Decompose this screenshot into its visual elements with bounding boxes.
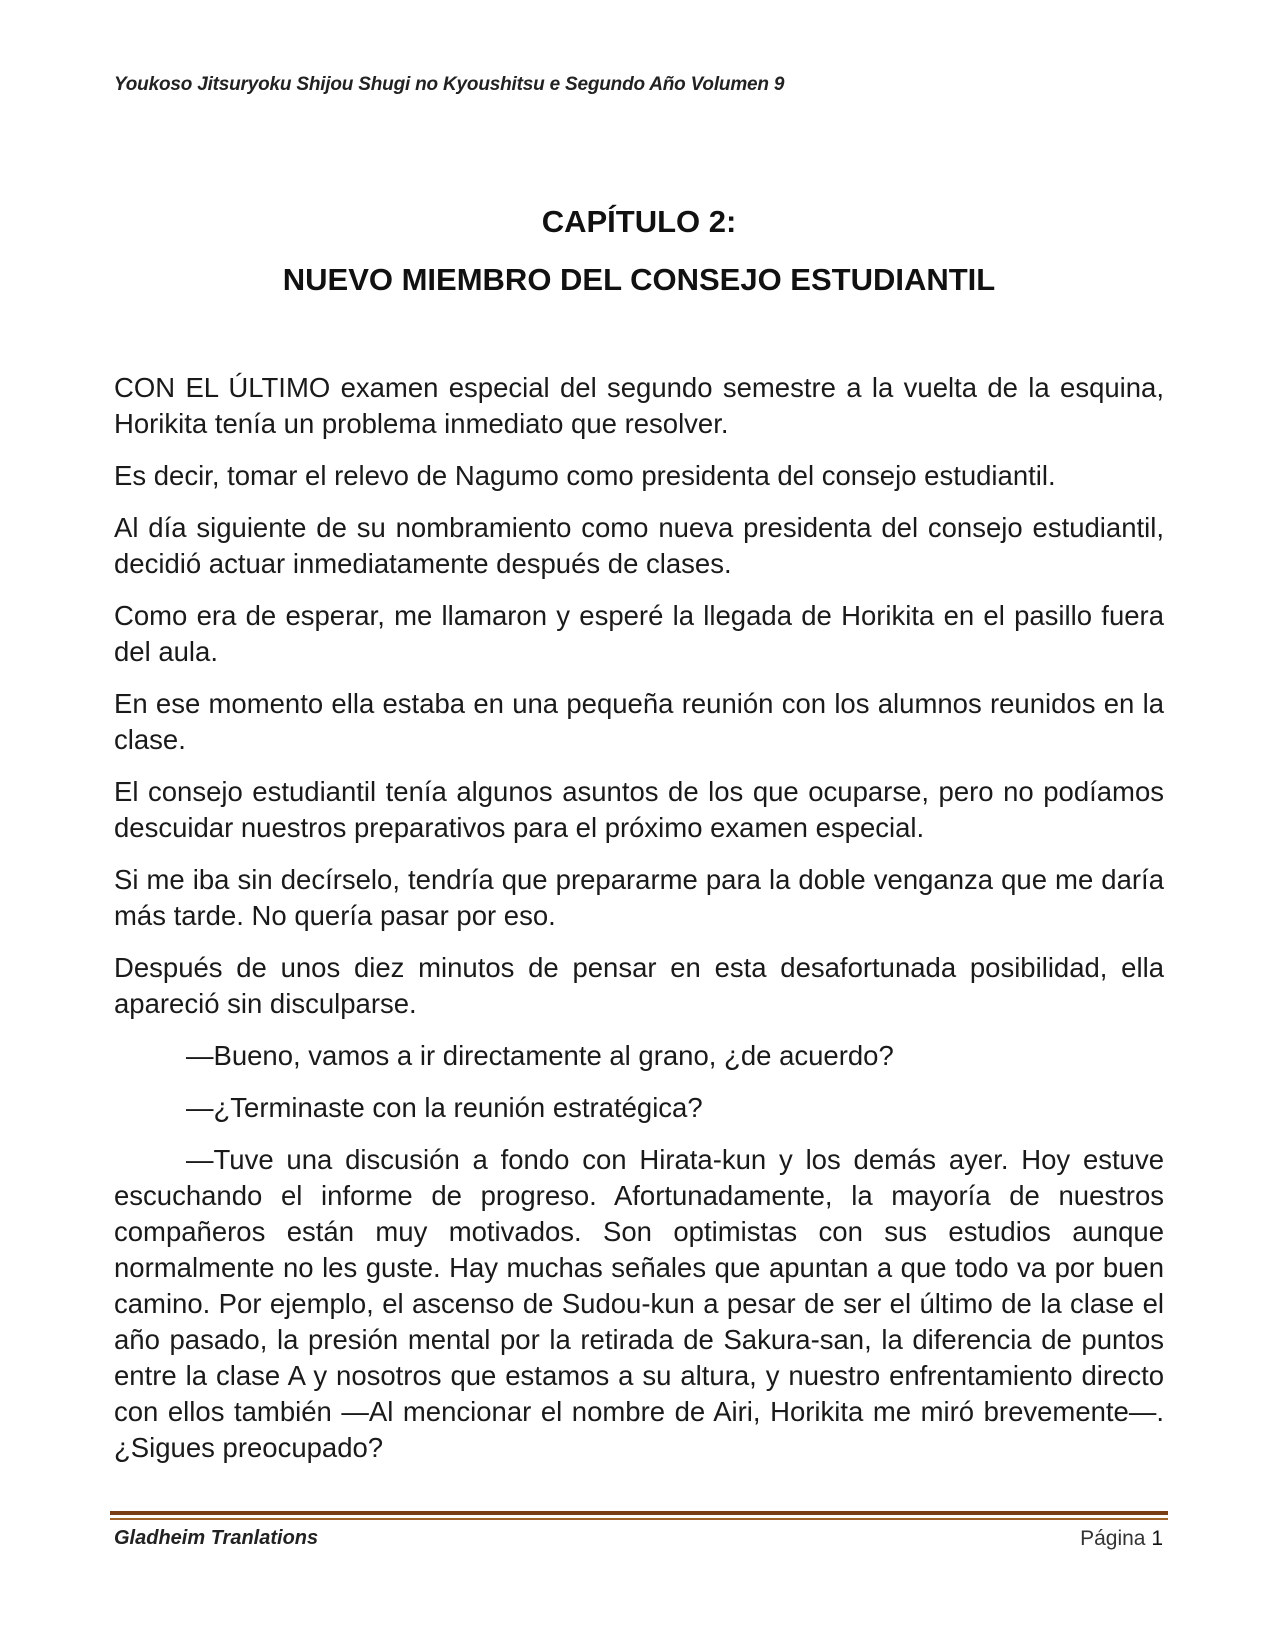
dialogue-paragraph: —Bueno, vamos a ir directamente al grano, ¿de acuerdo? <box>186 1040 894 1071</box>
running-header: Youkoso Jitsuryoku Shijou Shugi no Kyoushitsu e Segundo Año Volumen 9 <box>114 74 785 95</box>
footer-rule-thick <box>110 1511 1168 1515</box>
paragraph: El consejo estudiantil tenía algunos asuntos de los que ocuparse, pero no podíamos descuidar nuestros preparativos para el próximo examen especial. <box>114 776 1164 843</box>
paragraph: En ese momento ella estaba en una pequeña reunión con los alumnos reunidos en la clase. <box>114 688 1164 755</box>
paragraph: Si me iba sin decírselo, tendría que prepararme para la doble venganza que me daría más tarde. No quería pasar por eso. <box>114 864 1164 931</box>
dialogue-paragraph: —¿Terminaste con la reunión estratégica? <box>186 1092 703 1123</box>
chapter-number: CAPÍTULO 2: <box>541 204 737 239</box>
page-number <box>1080 1527 1163 1551</box>
footer-publisher: Gladheim Tranlations <box>114 1527 319 1549</box>
page-number-value: 1 <box>1151 1527 1163 1550</box>
dialogue-paragraph: —Tuve una discusión a fondo con Hirata-kun y los demás ayer. Hoy estuve escuchando el informe de progreso. Afortunadamente, la mayoría de nuestros compañeros están muy motivados. Son optimistas con sus estudios aunque normalmente no les guste. Hay muchas señales que apuntan a que todo va por buen camino. Por ejemplo, el ascenso de Sudou-kun a pesar de ser el último de la clase el año pasado, la presión mental por la retirada de Sakura-san, la diferencia de puntos entre la clase A y nosotros que estamos a su altura, y nuestro enfrentamiento directo con ellos también —Al mencionar el nombre de Airi, Horikita me miró brevemente—. ¿Sigues preocupado? <box>114 1144 1164 1463</box>
paragraph: Como era de esperar, me llamaron y esperé la llegada de Horikita en el pasillo fuera del aula. <box>114 600 1164 667</box>
paragraph: Al día siguiente de su nombramiento como nueva presidenta del consejo estudiantil, decidió actuar inmediatamente después de clases. <box>114 512 1164 579</box>
page-label: Página <box>1080 1527 1146 1550</box>
chapter-body <box>114 370 1164 1482</box>
footer-rule-thin <box>110 1518 1168 1520</box>
chapter-title: NUEVO MIEMBRO DEL CONSEJO ESTUDIANTIL <box>282 262 996 297</box>
paragraph: CON EL ÚLTIMO examen especial del segundo semestre a la vuelta de la esquina, Horikita tenía un problema inmediato que resolver. <box>114 372 1164 439</box>
paragraph: Es decir, tomar el relevo de Nagumo como presidenta del consejo estudiantil. <box>114 460 1056 491</box>
paragraph: Después de unos diez minutos de pensar en esta desafortunada posibilidad, ella apareció sin disculparse. <box>114 952 1164 1019</box>
